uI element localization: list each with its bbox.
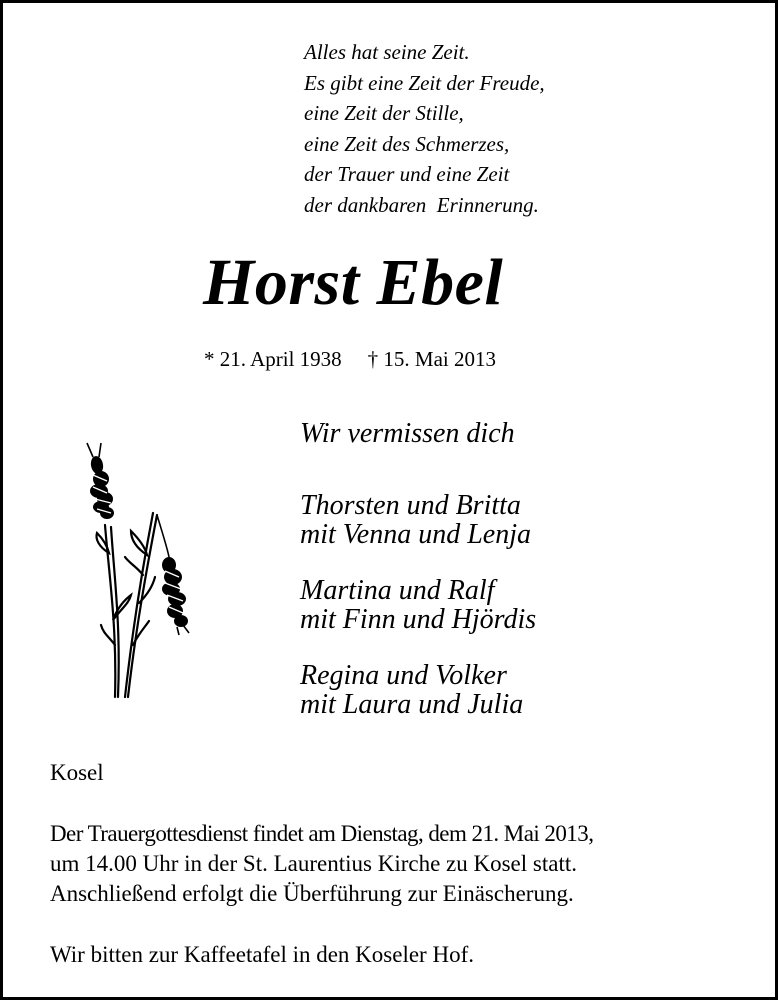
poem-line: der Trauer und eine Zeit (304, 162, 510, 186)
service-line: Anschließend erfolgt die Überführung zur Einäscherung. (50, 881, 574, 906)
service-line: um 14.00 Uhr in der St. Laurentius Kirche zu Kosel statt. (50, 851, 577, 876)
poem (304, 37, 545, 220)
family-group (300, 661, 536, 719)
family-list (300, 491, 536, 746)
service-info (50, 819, 746, 909)
family-group (300, 491, 536, 549)
poem-line: Es gibt eine Zeit der Freude, (304, 70, 545, 95)
deceased-name: Horst Ebel (203, 246, 504, 319)
family-line: mit Venna und Lenja (300, 519, 531, 550)
place: Kosel (50, 760, 104, 785)
family-line: mit Finn und Hjördis (300, 604, 537, 635)
death-date: † 15. Mai 2013 (367, 347, 496, 371)
family-line: Thorsten und Britta (300, 490, 521, 521)
service-line: Der Trauergottesdienst findet am Dienstag, dem 21. Mai 2013, (50, 821, 594, 846)
family-line: Regina und Volker (300, 660, 507, 691)
message: Wir vermissen dich (300, 418, 515, 449)
wheat-ears-icon (73, 435, 193, 703)
poem-line: eine Zeit der Stille, (304, 101, 464, 125)
poem-line: Alles hat seine Zeit. (304, 40, 470, 64)
poem-line: eine Zeit des Schmerzes, (304, 131, 510, 156)
poem-line: der dankbaren Erinnerung. (304, 192, 539, 217)
family-group (300, 576, 536, 634)
life-dates (204, 345, 496, 373)
family-line: mit Laura und Julia (300, 689, 524, 720)
family-line: Martina und Ralf (300, 575, 495, 606)
coffee-invitation: Wir bitten zur Kaffeetafel in den Koseler Hof. (50, 942, 474, 967)
birth-date: * 21. April 1938 (204, 347, 342, 371)
